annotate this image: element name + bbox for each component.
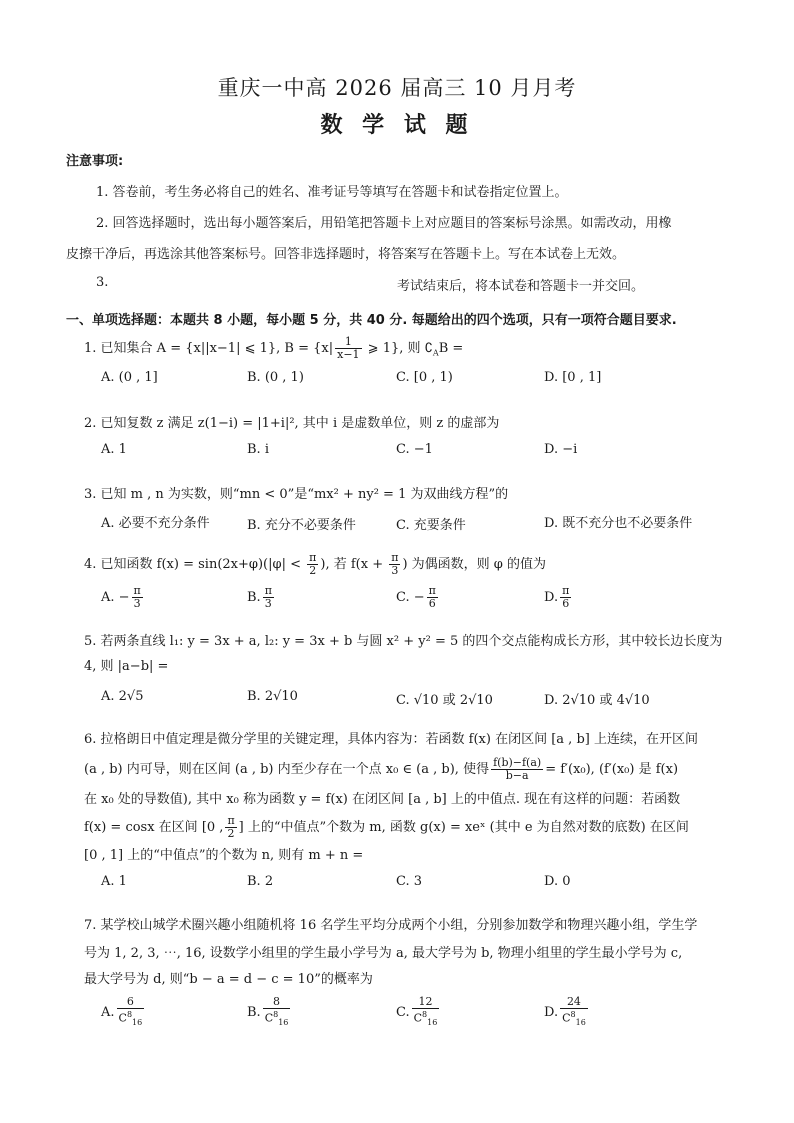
q7-option-c-sub: 16 bbox=[427, 1017, 438, 1027]
q1-option-d: D. [0 , 1] bbox=[544, 370, 602, 385]
q1-option-c: C. [0 , 1) bbox=[396, 370, 453, 385]
q5-option-d: D. 2√10 或 4√10 bbox=[544, 693, 650, 708]
q6-line-2a: (a , b) 内可导，则在区间 (a , b) 内至少存在一个点 x₀ ∈ (a , b), 使得 bbox=[84, 762, 490, 777]
q7-option-d-num: 24 bbox=[560, 996, 588, 1009]
q7-option-c-label: C. bbox=[396, 1004, 410, 1020]
q5-option-c: C. √10 或 2√10 bbox=[396, 693, 493, 708]
q1-frac-den: x−1 bbox=[337, 348, 360, 361]
notice-heading: 注意事项: bbox=[66, 154, 124, 169]
question-6-line-1: 6. 拉格朗日中值定理是微分学里的关键定理，具体内容为：若函数 f(x) 在闭区间 [a , b] 上连续，在开区间 bbox=[84, 732, 698, 747]
q3-option-b: B. 充分不必要条件 bbox=[247, 518, 356, 533]
q1-set-b-post: ⩾ 1} bbox=[363, 341, 400, 356]
q7-option-a-label: A. bbox=[101, 1004, 115, 1020]
q7-option-c bbox=[396, 996, 441, 1029]
q4-option-b-num: π bbox=[264, 584, 272, 597]
q2-option-a: A. 1 bbox=[101, 442, 127, 457]
q7-option-a bbox=[101, 996, 146, 1029]
question-5-line-2: 4, 则 |a−b| = bbox=[84, 659, 169, 674]
q7-option-c-c: C bbox=[413, 1011, 423, 1025]
q4-option-a-num: π bbox=[133, 584, 141, 597]
q6-line-4a: f(x) = cosx 在区间 [0 , bbox=[84, 820, 224, 835]
q4-option-c-label: C. − bbox=[396, 590, 425, 605]
q4-option-b-label: B. bbox=[247, 590, 261, 605]
q4-frac-pi-3 bbox=[389, 552, 400, 577]
q1-option-a: A. (0 , 1] bbox=[101, 370, 158, 385]
q4-option-b-frac bbox=[263, 585, 274, 610]
q6-fraction bbox=[491, 757, 543, 782]
q7-option-b-den bbox=[263, 1009, 291, 1029]
q7-option-a-sub: 16 bbox=[132, 1017, 143, 1027]
notice-item-2a: 2. 回答选择题时，选出每小题答案后，用铅笔把答题卡上对应题目的答案标号涂黑。如需改动，用橡 bbox=[96, 216, 672, 231]
q4-stem-c: ) 为偶函数，则 φ 的值为 bbox=[402, 557, 547, 572]
question-2-stem: 2. 已知复数 z 满足 z(1−i) = |1+i|², 其中 i 是虚数单位，则 z 的虚部为 bbox=[84, 416, 500, 431]
q6-line-4-frac bbox=[225, 815, 236, 840]
q6-option-a: A. 1 bbox=[101, 874, 127, 889]
q4-option-d-den: 6 bbox=[562, 597, 570, 610]
q7-option-b-sub: 16 bbox=[278, 1017, 289, 1027]
question-7-line-2: 号为 1, 2, 3, ⋯, 16, 设数学小组里的学生最小学号为 a, 最大学号为 b, 物理小组里的学生最小学号为 c, bbox=[84, 946, 683, 961]
question-3-stem: 3. 已知 m , n 为实数，则“mn < 0”是“mx² + ny² = 1 为双曲线方程”的 bbox=[84, 487, 509, 502]
q7-option-d-label: D. bbox=[544, 1004, 559, 1020]
q7-option-b-label: B. bbox=[247, 1004, 261, 1020]
q7-option-d-den bbox=[560, 1009, 588, 1029]
q7-option-a-num: 6 bbox=[117, 996, 145, 1009]
exam-title: 重庆一中高 2026 届高三 10 月月考 bbox=[217, 76, 577, 100]
notice-item-1: 1. 答卷前，考生务必将自己的姓名、准考证号等填写在答题卡和试卷指定位置上。 bbox=[96, 185, 568, 200]
q7-option-a-sup: 8 bbox=[126, 1010, 133, 1019]
q4-option-c bbox=[396, 585, 440, 610]
q6-line-4-den: 2 bbox=[227, 827, 235, 840]
q2-option-d: D. −i bbox=[544, 442, 578, 457]
exam-subtitle: 数 学 试 题 bbox=[320, 112, 474, 138]
q4-option-a-label: A. − bbox=[101, 590, 130, 605]
notice-item-3-text: 考试结束后，将本试卷和答题卡一并交回。 bbox=[397, 279, 645, 294]
q7-option-d bbox=[544, 996, 590, 1029]
q7-option-b bbox=[247, 996, 292, 1029]
q4-frac-pi-2 bbox=[307, 552, 318, 577]
q4-option-c-num: π bbox=[428, 584, 436, 597]
q1-frac-num: 1 bbox=[335, 336, 361, 349]
q6-option-c: C. 3 bbox=[396, 874, 423, 889]
q6-line-2b: = f′(x₀), (f′(x₀) 是 f(x) bbox=[545, 762, 679, 777]
question-6-line-5: [0 , 1] 上的“中值点”的个数为 n, 则有 m + n = bbox=[84, 848, 364, 863]
notice-item-2b: 皮擦干净后，再选涂其他答案标号。回答非选择题时，将答案写在答题卡上。写在本试卷上无效。 bbox=[66, 247, 626, 262]
q7-option-b-frac bbox=[263, 996, 291, 1029]
q4-option-a-frac bbox=[132, 585, 143, 610]
q1-stem-a: 1. 已知集合 A = {x||x−1| ⩽ 1}, B = bbox=[84, 341, 314, 356]
question-7-line-3: 最大学号为 d, 则“b − a = d − c = 10”的概率为 bbox=[84, 972, 373, 987]
q6-frac-num: f(b)−f(a) bbox=[493, 756, 542, 769]
q7-option-b-c: C bbox=[264, 1011, 274, 1025]
q4-option-c-den: 6 bbox=[428, 597, 436, 610]
q7-option-d-sub: 16 bbox=[575, 1017, 586, 1027]
q1-stem-c: B = bbox=[438, 341, 464, 356]
section-heading: 一、单项选择题：本题共 8 小题，每小题 5 分，共 40 分. 每题给出的四个选项，只有一项符合题目要求. bbox=[66, 313, 677, 328]
q7-option-d-frac bbox=[560, 996, 588, 1029]
question-5-line-1: 5. 若两条直线 l₁: y = 3x + a, l₂: y = 3x + b 与圆 x² + y² = 5 的四个交点能构成长方形，其中较长边长度为 bbox=[84, 634, 723, 649]
q5-option-a: A. 2√5 bbox=[101, 689, 144, 704]
q1-fraction bbox=[335, 336, 361, 361]
question-1-stem bbox=[84, 336, 463, 361]
q7-option-d-c: C bbox=[562, 1011, 571, 1025]
q3-option-c: C. 充要条件 bbox=[396, 518, 466, 533]
q4-frac-pi-2-num: π bbox=[309, 551, 317, 564]
q4-option-d bbox=[544, 585, 573, 610]
q4-stem-b: ), 若 f(x + bbox=[320, 557, 388, 572]
q4-option-a bbox=[101, 585, 145, 610]
q6-line-4-num: π bbox=[227, 814, 235, 827]
q4-option-b-den: 3 bbox=[264, 597, 272, 610]
q7-option-b-num: 8 bbox=[263, 996, 291, 1009]
q7-option-a-c: C bbox=[118, 1011, 127, 1025]
q4-option-d-num: π bbox=[562, 584, 570, 597]
q4-option-b bbox=[247, 585, 276, 610]
q1-stem-b: , 则 ∁ bbox=[399, 341, 433, 356]
q4-option-a-den: 3 bbox=[133, 597, 141, 610]
q6-frac-den: b−a bbox=[505, 769, 529, 782]
notice-item-3-number: 3. bbox=[96, 275, 109, 290]
q7-option-b-sup: 8 bbox=[273, 1010, 279, 1019]
q4-stem-a: 4. 已知函数 f(x) = sin(2x+φ)(|φ| < bbox=[84, 557, 306, 572]
q7-option-a-den bbox=[117, 1009, 145, 1029]
q4-option-d-frac bbox=[560, 585, 571, 610]
q4-option-d-label: D. bbox=[544, 590, 559, 605]
q2-option-c: C. −1 bbox=[396, 442, 433, 457]
q6-option-b: B. 2 bbox=[247, 874, 274, 889]
question-6-line-2 bbox=[84, 757, 678, 782]
q2-option-b: B. i bbox=[247, 442, 269, 457]
q4-option-c-frac bbox=[427, 585, 438, 610]
question-4-stem bbox=[84, 552, 546, 577]
q7-option-a-frac bbox=[117, 996, 145, 1029]
q3-option-a: A. 必要不充分条件 bbox=[101, 516, 210, 531]
q7-option-d-sup: 8 bbox=[570, 1010, 576, 1019]
q6-option-d: D. 0 bbox=[544, 874, 571, 889]
q5-option-b: B. 2√10 bbox=[247, 689, 298, 704]
q1-option-b: B. (0 , 1) bbox=[247, 370, 304, 385]
q4-frac-pi-3-den: 3 bbox=[391, 564, 399, 577]
q4-frac-pi-3-num: π bbox=[391, 551, 399, 564]
question-6-line-3: 在 x₀ 处的导数值), 其中 x₀ 称为函数 y = f(x) 在闭区间 [a , b] 上的中值点. 现在有这样的问题：若函数 bbox=[84, 792, 681, 807]
q7-option-c-frac bbox=[412, 996, 440, 1029]
q4-frac-pi-2-den: 2 bbox=[309, 564, 317, 577]
q6-line-4b: ] 上的“中值点”个数为 m, 函数 g(x) = xeˣ (其中 e 为自然对数的底数) 在区间 bbox=[238, 820, 689, 835]
question-7-line-1: 7. 某学校山城学术圈兴趣小组随机将 16 名学生平均分成两个小组，分别参加数学和物理兴趣小组，学生学 bbox=[84, 918, 698, 933]
q7-option-c-sup: 8 bbox=[422, 1010, 428, 1019]
q3-option-d: D. 既不充分也不必要条件 bbox=[544, 516, 693, 531]
q1-set-b-pre: {x| bbox=[313, 341, 334, 356]
q1-stem-sub: A bbox=[432, 348, 439, 358]
question-6-line-4 bbox=[84, 815, 689, 840]
q7-option-c-num: 12 bbox=[412, 996, 440, 1009]
q7-option-c-den bbox=[412, 1009, 440, 1029]
